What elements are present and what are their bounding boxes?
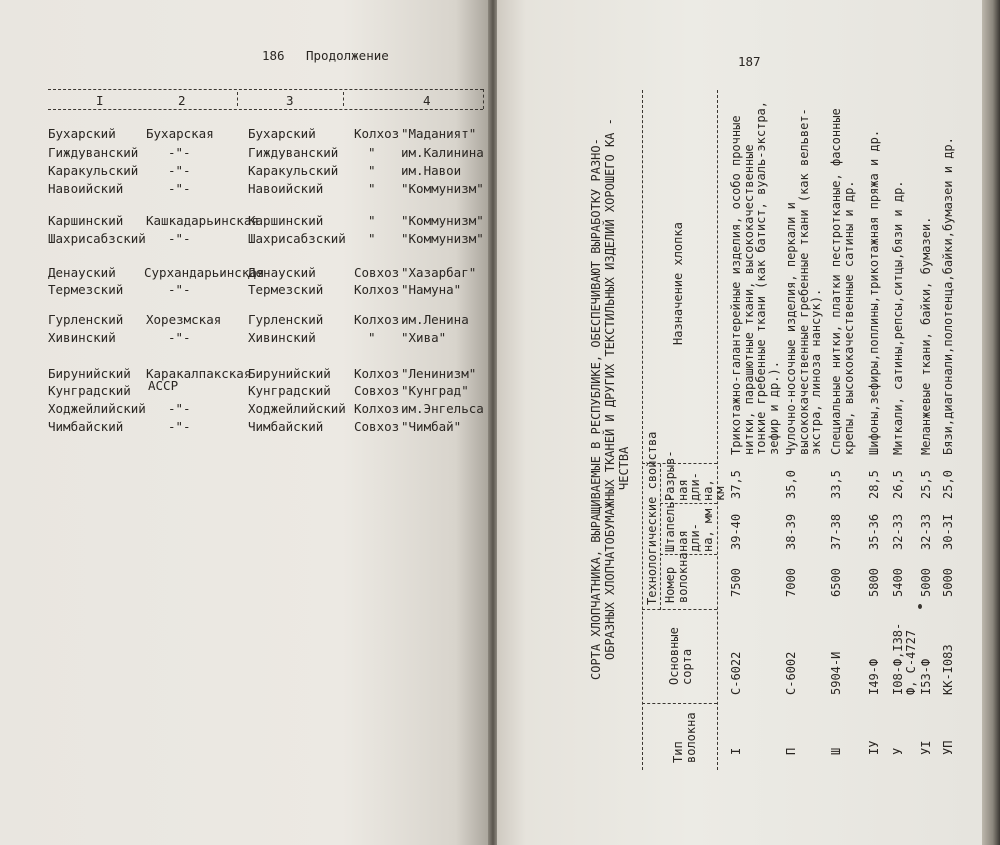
column-number: 4: [423, 93, 431, 108]
table-cell-sort: С-6022: [729, 651, 743, 695]
table-cell: -"-: [168, 181, 191, 196]
table-cell: Совхоз: [354, 419, 400, 434]
table-cell: Бухарская: [146, 126, 214, 141]
table-cell: -"-: [168, 419, 191, 434]
left-page-number: 186: [262, 48, 285, 63]
table-cell: Хивинский: [248, 330, 316, 345]
header-strength: Разрыв- ная дли- на, км: [663, 450, 728, 501]
table-cell-type: УI: [919, 740, 933, 755]
table-cell: Каршинский: [48, 213, 124, 228]
table-cell: -"-: [168, 330, 191, 345]
table-cell-number: 6500: [829, 568, 843, 597]
header-rule-top: [642, 90, 643, 770]
table-cell-type: П: [784, 747, 798, 755]
table-cell: Колхоз: [354, 366, 400, 381]
column-divider: [237, 92, 238, 106]
header-rule-group: [660, 464, 661, 610]
table-cell-number: 7000: [784, 568, 798, 597]
table-cell: Бухарский: [248, 126, 316, 141]
table-cell: -"-: [168, 401, 191, 416]
table-cell: ": [368, 213, 376, 228]
column-number: 2: [178, 93, 186, 108]
table-cell: -"-: [168, 163, 191, 178]
table-cell: Совхоз: [354, 265, 400, 280]
rotated-table: [560, 95, 955, 795]
table-cell: им.Калинина: [401, 145, 484, 160]
table-cell-strength: 26,5: [891, 470, 905, 499]
table-cell-purpose: Чулочно-носочные изделия, перкали и высококачественные гребенные ткани (как вельвет-экстра, линоза нансук).: [784, 108, 824, 455]
column-divider: [343, 92, 344, 106]
header-type: Тип волокна: [671, 712, 698, 763]
table-cell: им.Энгельса: [401, 401, 484, 416]
table-cell: Кунградский: [248, 383, 331, 398]
table-cell: Бирунийский: [248, 366, 331, 381]
table-cell: ": [368, 145, 376, 160]
table-cell: Хорезмская: [146, 312, 222, 327]
table-cell: Колхоз: [354, 401, 400, 416]
table-cell: Гиждуванский: [248, 145, 339, 160]
table-cell: Каракалпакская: [146, 366, 252, 381]
table-cell-sort: 5904-И: [829, 651, 843, 695]
table-cell: "Ленинизм": [401, 366, 477, 381]
page-edge: [982, 0, 1000, 845]
table-cell-sort: I53-Ф: [919, 658, 933, 695]
table-title-line: СОРТА ХЛОПЧАТНИКА, ВЫРАЩИВАЕМЫЕ В РЕСПУБЛИКЕ, ОБЕСПЕЧИВАЮТ ВЫРАБОТКУ РАЗНО-: [589, 138, 603, 680]
column-number: I: [96, 93, 104, 108]
right-page-number: 187: [738, 54, 761, 69]
table-cell: Гурленский: [248, 312, 324, 327]
column-number: 3: [286, 93, 294, 108]
table-cell-sort: I08-Ф,I38-Ф, С-4727: [891, 622, 918, 695]
table-cell-strength: 25,0: [941, 470, 955, 499]
table-cell-sort: I49-Ф: [867, 658, 881, 695]
table-cell-type: Ш: [829, 747, 843, 755]
table-cell: Бухарский: [48, 126, 116, 141]
table-cell: Термезский: [48, 282, 124, 297]
table-cell-strength: 25,5: [919, 470, 933, 499]
table-cell-length: 37-38: [829, 513, 843, 550]
header-purpose: Назначение хлопка: [671, 222, 685, 345]
table-cell-purpose: Бязи,диагонали,полотенца,байки,бумазеи и др.: [941, 137, 955, 455]
table-cell: Совхоз: [354, 383, 400, 398]
header-number: Номер волокна: [663, 552, 690, 603]
table-cell-strength: 28,5: [867, 470, 881, 499]
table-cell-type: У: [891, 747, 905, 755]
table-cell: "Хазарбаг": [401, 265, 477, 280]
table-cell: Колхоз: [354, 282, 400, 297]
table-cell: -"-: [168, 145, 191, 160]
table-cell-length: 32-33: [891, 513, 905, 550]
table-cell-purpose: Трикотажно-галантерейные изделия, особо прочные нитки, парашютные ткани, высококачественные тонкие гребенные ткани (как батист, вуаль-экстра, зефир и др.).: [729, 100, 781, 455]
table-cell: ": [368, 181, 376, 196]
table-cell: "Хива": [401, 330, 447, 345]
table-cell: "Намуна": [401, 282, 462, 297]
table-cell-length: 35-36: [867, 513, 881, 550]
column-divider: [483, 89, 484, 109]
header-sorts: Основные сорта: [667, 627, 694, 685]
table-cell: им.Ленина: [401, 312, 469, 327]
table-cell: АССР: [148, 378, 179, 393]
table-cell-purpose: Специальные нитки, платки пестротканые, фасонные крепы, высококачественные сатины и др.: [829, 108, 856, 455]
table-title-line: ЧЕСТВА: [617, 446, 631, 490]
table-cell: ": [368, 163, 376, 178]
table-cell: -"-: [168, 282, 191, 297]
table-cell: Каракульский: [248, 163, 339, 178]
header-length: Штапель- ная дли- на, мм: [663, 494, 715, 552]
table-title-line: ОБРАЗНЫХ ХЛОПЧАТОБУМАЖНЫХ ТКАНЕЙ И ДРУГИХ ТЕКСТИЛЬНЫХ ИЗДЕЛИЙ ХОРОШЕГО КА -: [603, 118, 617, 660]
table-cell-length: 39-40: [729, 513, 743, 550]
table-cell-number: 5400: [891, 568, 905, 597]
table-cell: Ходжейлийский: [48, 401, 146, 416]
table-cell: Кунградский: [48, 383, 131, 398]
table-cell: "Коммунизм": [401, 231, 484, 246]
table-cell: Колхоз: [354, 126, 400, 141]
table-cell: Шахрисабзский: [48, 231, 146, 246]
table-cell: Денауский: [48, 265, 116, 280]
table-cell: Навоийский: [248, 181, 324, 196]
table-cell-sort: КК-I083: [941, 644, 955, 695]
table-cell: Бирунийский: [48, 366, 131, 381]
table-cell: ": [368, 231, 376, 246]
table-cell: Каракульский: [48, 163, 139, 178]
header-divider: [642, 703, 717, 704]
table-cell-length: 32-33: [919, 513, 933, 550]
table-cell: "Кунград": [401, 383, 469, 398]
table-cell: Термезский: [248, 282, 324, 297]
table-cell: "Коммунизм": [401, 213, 484, 228]
table-cell: им.Навои: [401, 163, 462, 178]
table-cell: ": [368, 330, 376, 345]
table-cell: Шахрисабзский: [248, 231, 346, 246]
header-rule-bottom: [717, 90, 718, 770]
table-cell: "Маданият": [401, 126, 477, 141]
left-page-header: Продолжение: [306, 48, 389, 63]
table-cell: Чимбайский: [48, 419, 124, 434]
ink-dot: [918, 604, 922, 609]
table-cell-strength: 35,0: [784, 470, 798, 499]
table-cell: Гурленский: [48, 312, 124, 327]
table-cell-sort: С-6002: [784, 651, 798, 695]
table-cell-type: IУ: [867, 740, 881, 755]
table-cell-purpose: Меланжевые ткани, байки, бумазеи.: [919, 216, 933, 455]
table-cell: Навоийский: [48, 181, 124, 196]
table-cell-number: 5000: [919, 568, 933, 597]
table-cell-purpose: Миткали, сатины,репсы,ситцы,бязи и др.: [891, 180, 905, 455]
table-cell: Колхоз: [354, 312, 400, 327]
table-cell: "Коммунизм": [401, 181, 484, 196]
table-cell-number: 7500: [729, 568, 743, 597]
header-tech: Технологические свойства: [645, 431, 659, 605]
table-cell-purpose: Шифоны,зефиры,поплины,трикотажная пряжа и др.: [867, 129, 881, 455]
table-cell-type: УП: [941, 740, 955, 755]
table-cell-type: I: [729, 747, 743, 755]
table-rule-header: [48, 109, 483, 110]
table-cell: Ходжейлийский: [248, 401, 346, 416]
table-cell-number: 5800: [867, 568, 881, 597]
table-cell-strength: 33,5: [829, 470, 843, 499]
table-cell: Чимбайский: [248, 419, 324, 434]
table-rule-top: [48, 89, 483, 90]
header-divider: [642, 609, 717, 610]
table-cell: Сурхандарьинская: [144, 265, 265, 280]
table-cell: Гиждуванский: [48, 145, 139, 160]
table-cell-length: 30-3I: [941, 513, 955, 550]
table-cell: "Чимбай": [401, 419, 462, 434]
table-cell: Хивинский: [48, 330, 116, 345]
table-cell: Денауский: [248, 265, 316, 280]
table-cell-number: 5000: [941, 568, 955, 597]
table-cell-length: 38-39: [784, 513, 798, 550]
table-cell: -"-: [168, 231, 191, 246]
table-cell: Каршинский: [248, 213, 324, 228]
table-cell-strength: 37,5: [729, 470, 743, 499]
table-cell: Кашкадарьинская: [146, 213, 259, 228]
